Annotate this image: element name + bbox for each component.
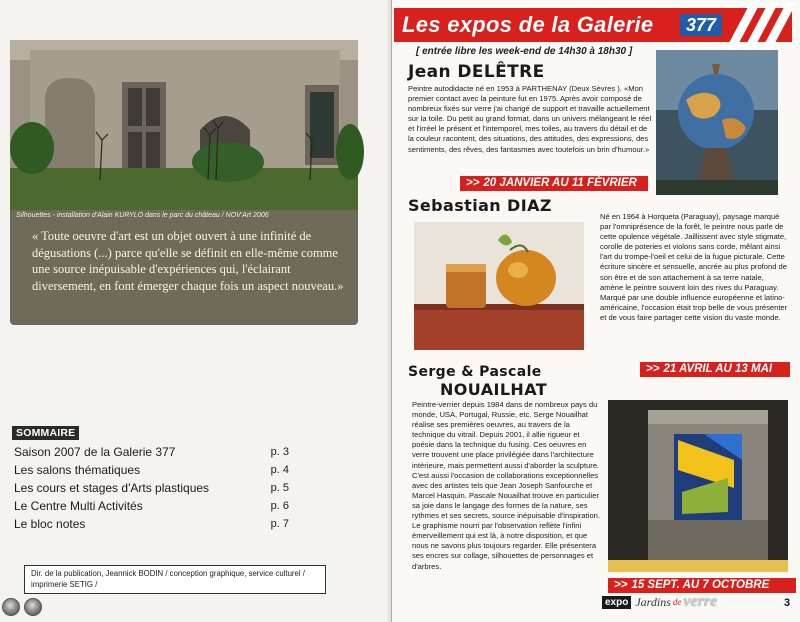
toc-item[interactable] [14, 461, 289, 479]
left-page [0, 0, 392, 622]
artist-bio: Peintre autodidacte né en 1953 à PARTHENAY (Deux Sèvres ). «Mon premier contact avec la peinture fut en 1975. Après avoir composé de nombreux fixés sur verre j'ai changé de support et travaille actuellement sur la toile. Du petit au grand format, dans un univers mélangeant le réel et l'irréel le présent et l'intemporel, mes toiles, au travers du détail et de la couleur racontent, des situations, des attitudes, des expressions, des sentiments, des rêves, des fantasmes avec toutefois un brin d'humour.» [408, 84, 652, 154]
date-arrow: >> [614, 579, 628, 591]
table-of-contents [14, 443, 289, 533]
artist-name: Jean DELÊTRE [408, 62, 545, 82]
artist-bio: Né en 1964 à Horqueta (Paraguay), paysage marqué par l'omniprésence de la forêt, le peintre nous parle de cette opulence végétale. Jaillissent avec style stigmate, corolle de poteries et violons sans corde, mêlant ainsi l'art du trompe-l'oeil et celui de la fugue picturale. Cette écriture sincère et sensuelle, ancrée au plus profond de son être et de son attachement à sa terre natale, amène le peintre souvent loin des rives du Paraguay. Marqué par une double influence européenne et latino-américaine, l'occasion était trop belle de vous présenter et de vous faire partager cette vision du vaste monde. [600, 212, 788, 322]
zoom-in-icon[interactable] [24, 598, 42, 616]
exhibition-dates [640, 362, 790, 377]
quote-card [10, 40, 358, 354]
footer-de-label: de [672, 597, 682, 607]
quote-text: « Toute oeuvre d'art est un objet ouvert à une infinité de dégusations (...) parce qu'elle se définit en elle-même comme une source inépuisable d'expériences qui, l'éclairant diversement, en font émerger chaque fois un aspect nouveau.» [32, 229, 344, 293]
publication-credits: Dir. de la publication, Jeannick BODIN / conception graphique, service culturel / imprimerie SETIG / [24, 565, 326, 594]
footer-jardins-label: Jardins [635, 594, 671, 609]
toc-item-label: Les cours et stages d'Arts plastiques [14, 481, 210, 495]
date-arrow: >> [466, 177, 480, 189]
artwork-glass [608, 400, 788, 572]
quote-author: Umberto Eco [275, 340, 340, 354]
toc-item-page: p. 5 [270, 482, 289, 494]
toc-item[interactable] [14, 515, 289, 533]
gallery-number-badge: 377 [680, 14, 722, 36]
right-page [392, 0, 800, 622]
artwork-still-life [414, 222, 584, 350]
date-arrow: >> [646, 363, 660, 375]
artist-name-line1: Serge & Pascale [408, 364, 542, 380]
photo-caption: Silhouettes - installation d'Alain KURYLO dans le parc du château / NOV'Art 2006 [16, 212, 269, 219]
section-banner [394, 8, 792, 42]
expo-footer-logo [602, 593, 717, 611]
toc-item[interactable] [14, 443, 289, 461]
toc-item-label: Saison 2007 de la Galerie 377 [14, 445, 176, 459]
entry-note: [ entrée libre les week-end de 14h30 à 18h30 ] [416, 46, 633, 57]
banner-title: Les expos de la Galerie [402, 12, 654, 37]
exhibition-dates [608, 578, 796, 593]
date-text: 15 SEPT. AU 7 OCTOBRE [631, 579, 770, 591]
zoom-out-icon[interactable] [2, 598, 20, 616]
toc-item-page: p. 7 [270, 518, 289, 530]
artist-name: Sebastian DIAZ [408, 196, 552, 215]
date-text: 20 JANVIER AU 11 FÉVRIER [483, 177, 637, 189]
chateau-photo [10, 40, 358, 210]
page-number: 3 [784, 597, 791, 609]
artist-name-line2: NOUAILHAT [440, 380, 548, 399]
toc-item[interactable] [14, 479, 289, 497]
artist-bio: Peintre-verrier depuis 1984 dans de nombreux pays du monde, USA, Portugal, Russie, etc. Serge Nouailhat réalise ses premières oeuvres, au travers de la technique du vitrail. Depuis 2001, il allie rigueur et poésie dans la technique du fusing. Ces oeuvres en verre trouvent une place privilégiée dans l'architecture intérieure, mais permettent aussi d'aborder la sculpture. C'est aussi l'occasion de collaborations exceptionnelles avec des artistes tels que Jean Joseph Sanfourche et Marcel Hasquin. Pascale Nouailhat trouve en particulier sa joie dans le langage des formes de la nature, ses rythmes et ses secrets, source inépuisable d'inspiration. Le graphisme nourri par l'observation reflète l'infini émerveillement qui est là, à notre disposition, et que nous ne savons plus toujours regarder. Elle présentera ses encres sur collage, silhouettes de personnages et d'arbres. [412, 400, 601, 571]
footer-expo-label: expo [602, 596, 631, 609]
toc-title: SOMMAIRE [12, 426, 79, 440]
toc-item-page: p. 4 [270, 464, 289, 476]
corner-icons [2, 598, 42, 616]
exhibition-dates [460, 176, 648, 191]
footer-verre-label: verre [683, 593, 718, 610]
toc-item-label: Les salons thématiques [14, 463, 141, 477]
toc-item-label: Le Centre Multi Activités [14, 499, 143, 513]
toc-item[interactable] [14, 497, 289, 515]
toc-item-page: p. 6 [270, 500, 289, 512]
date-text: 21 AVRIL AU 13 MAI [663, 363, 773, 375]
artwork-globe [656, 50, 778, 195]
toc-item-label: Le bloc notes [14, 517, 86, 531]
toc-item-page: p. 3 [270, 446, 289, 458]
